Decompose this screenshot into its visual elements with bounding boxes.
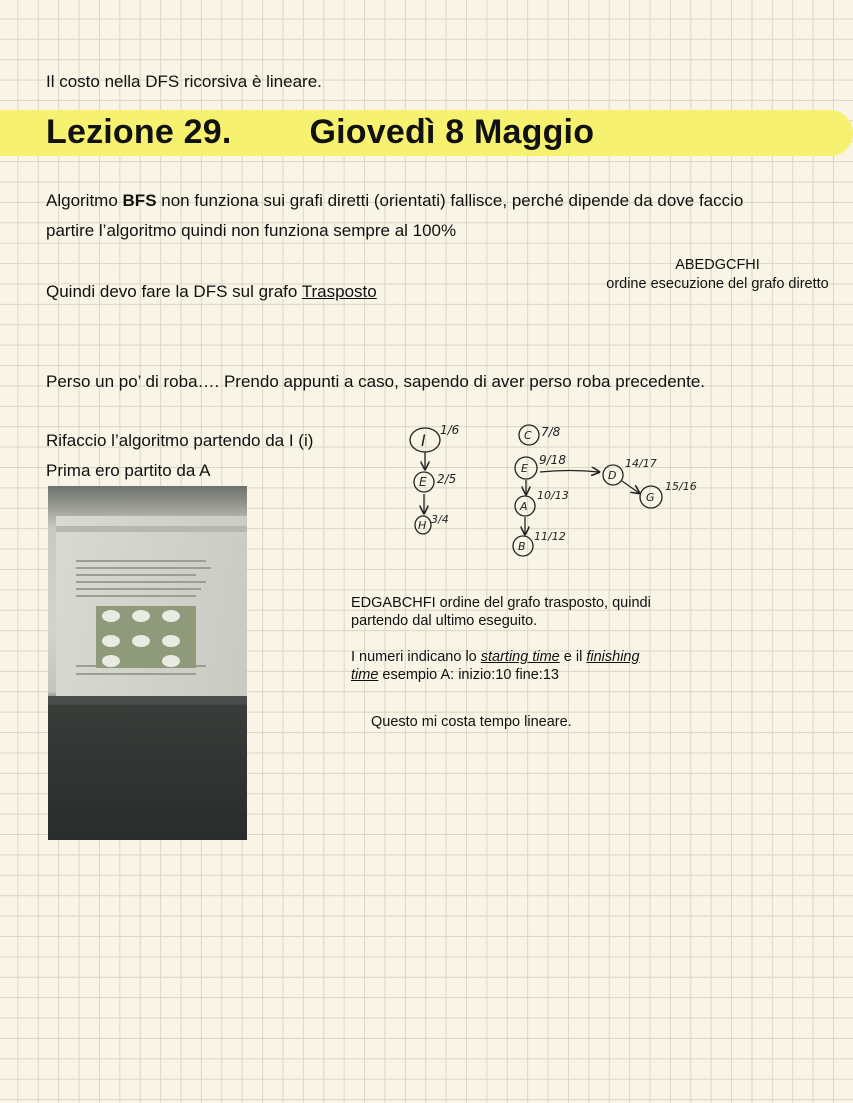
photo-taskbar: [48, 696, 247, 704]
times-text-2: e il: [559, 649, 587, 665]
time-E2: 9/18: [539, 453, 566, 467]
finishing-term: finishing: [586, 649, 640, 665]
node-H-label: H: [418, 519, 427, 532]
times-note: [351, 648, 640, 684]
bfs-paragraph: [46, 186, 743, 216]
lesson-number: Lezione 29.: [46, 113, 232, 151]
time-term: time: [351, 667, 379, 683]
order-note: [580, 256, 853, 294]
node-B-label: B: [518, 540, 526, 553]
bfs-text-1: Algoritmo: [46, 191, 123, 210]
node-D-label: D: [608, 469, 617, 482]
transpose-order-note: [351, 594, 651, 630]
photo-content: [56, 516, 247, 696]
starting-time-term: starting time: [480, 649, 560, 665]
node-E1-label: E: [419, 475, 427, 489]
previous-start-line: Prima ero partito da A: [46, 461, 211, 480]
time-I: 1/6: [440, 423, 460, 437]
node-A-label: A: [520, 500, 528, 513]
transpose-underlined: Trasposto: [301, 282, 377, 301]
transpose-order-line2: partendo dal ultimo eseguito.: [351, 613, 538, 629]
page-title: [46, 113, 594, 152]
transpose-order-line1: EDGABCHFI ordine del grafo trasposto, quindi: [351, 595, 651, 611]
node-C-label: C: [524, 429, 532, 442]
times-example: esempio A: inizio:10 fine:13: [378, 667, 559, 683]
time-A: 10/13: [537, 489, 569, 502]
restart-line: Rifaccio l’algoritmo partendo da I (i): [46, 431, 314, 450]
time-B: 11/12: [534, 530, 566, 543]
node-E2-label: E: [521, 462, 528, 475]
time-E1: 2/5: [437, 472, 457, 486]
intro-line: Il costo nella DFS ricorsiva è lineare.: [46, 72, 322, 91]
order-sequence: ABEDGCFHI: [675, 257, 760, 273]
lesson-date: Giovedì 8 Maggio: [309, 113, 595, 151]
node-I-label: I: [421, 431, 426, 450]
time-C: 7/8: [541, 425, 561, 439]
transpose-text: Quindi devo fare la DFS sul grafo: [46, 282, 302, 301]
bfs-text-2: non funziona sui grafi diretti (orientati) fallisce, perché dipende da dove faccio: [156, 191, 744, 210]
lecture-photo: [48, 486, 247, 840]
lost-notes-paragraph: Perso un po’ di roba…. Prendo appunti a caso, sapendo di aver perso roba precedente.: [46, 372, 706, 391]
time-D: 14/17: [625, 457, 657, 470]
time-H: 3/4: [431, 513, 449, 526]
photo-screen: [56, 516, 247, 696]
dfs-graph: [395, 415, 705, 565]
time-G: 15/16: [665, 480, 697, 493]
linear-cost-note: Questo mi costa tempo lineare.: [371, 714, 572, 730]
times-text-1: I numeri indicano lo: [351, 649, 481, 665]
transpose-paragraph: [46, 277, 377, 307]
bfs-bold: BFS: [122, 191, 157, 210]
order-caption: ordine esecuzione del grafo diretto: [606, 276, 829, 292]
node-G-label: G: [646, 491, 655, 504]
bfs-paragraph-line2: partire l’algoritmo quindi non funziona sempre al 100%: [46, 221, 457, 240]
